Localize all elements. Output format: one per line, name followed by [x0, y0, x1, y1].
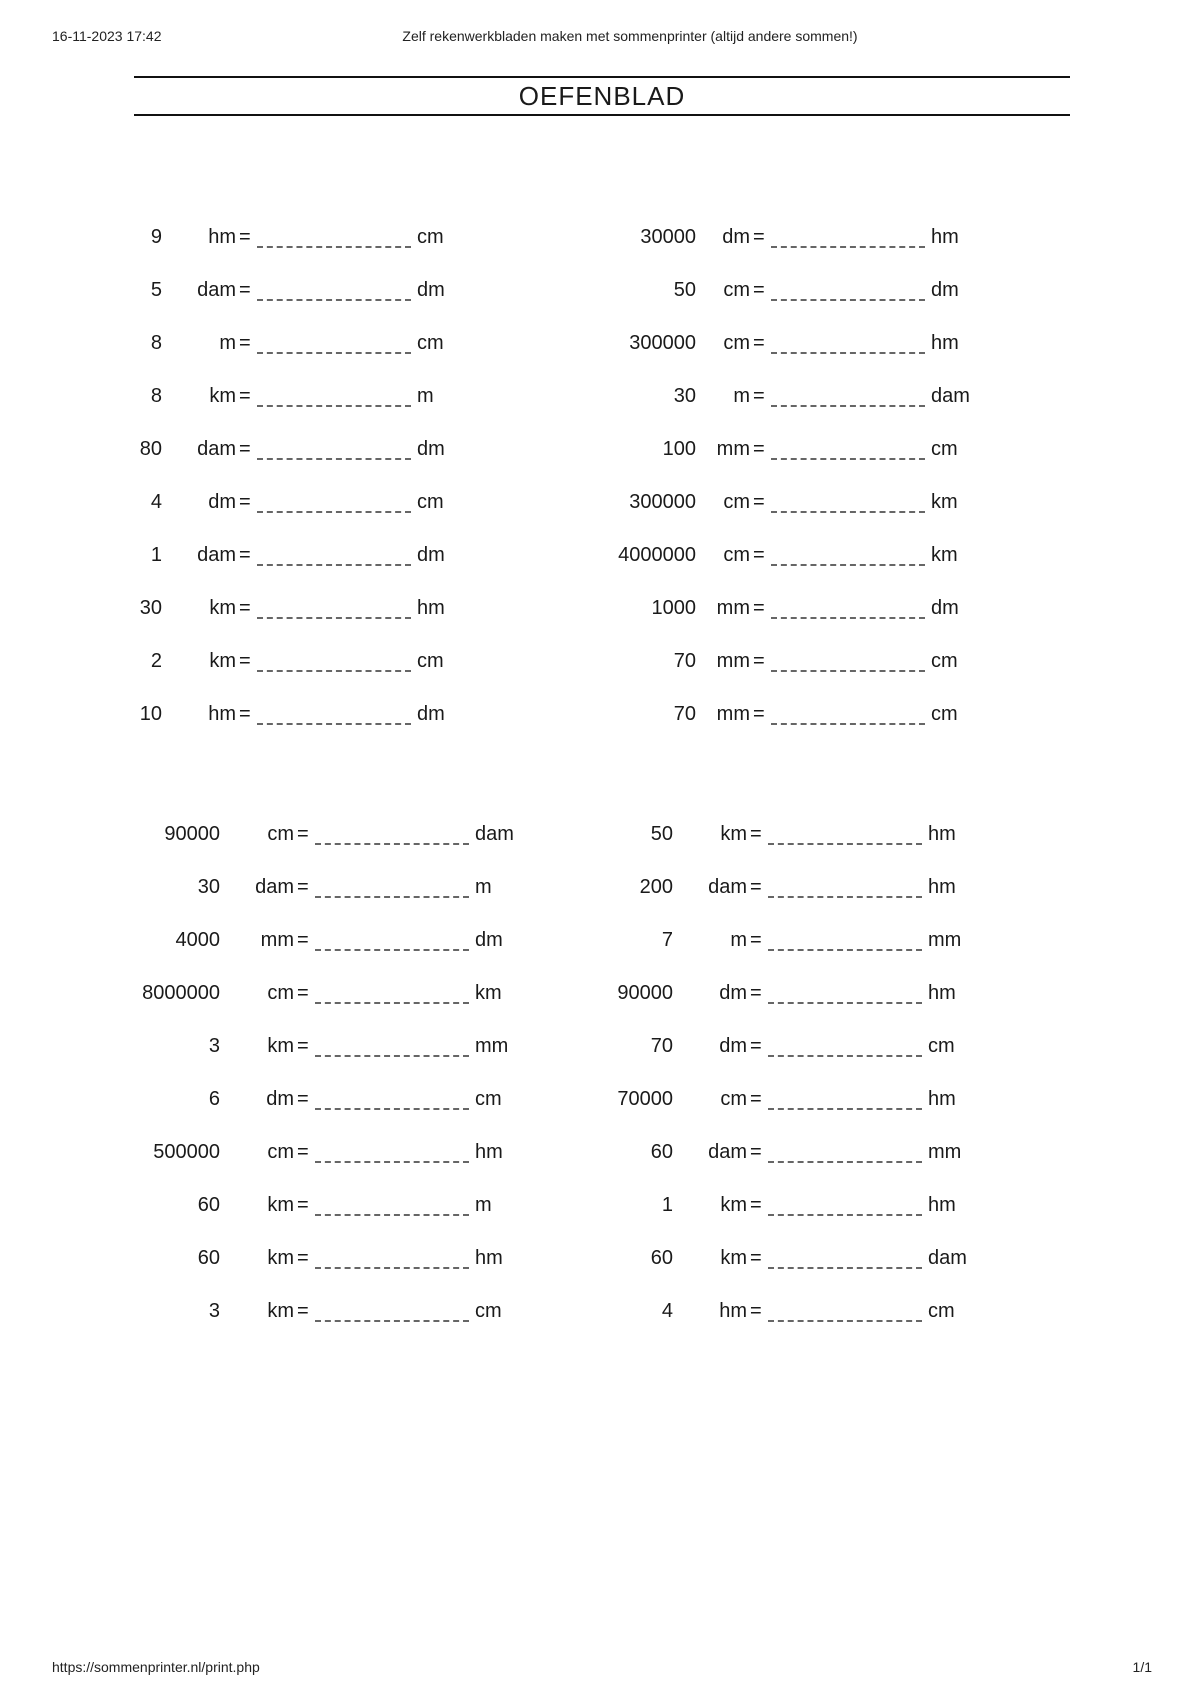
target-unit: dam: [475, 823, 514, 845]
target-unit: mm: [475, 1035, 509, 1057]
source-unit: km: [209, 597, 236, 619]
target-unit: hm: [417, 597, 445, 619]
problem-value: 70: [673, 650, 696, 672]
target-unit: cm: [475, 1300, 502, 1322]
target-unit: cm: [417, 491, 444, 513]
source-unit: cm: [267, 982, 294, 1004]
target-unit: hm: [928, 823, 956, 845]
conversion-problem: [0, 1084, 1200, 1114]
source-unit: dam: [255, 876, 294, 898]
source-unit: cm: [267, 823, 294, 845]
target-unit: dm: [417, 544, 445, 566]
target-unit: hm: [931, 332, 959, 354]
answer-blank[interactable]: [768, 1094, 922, 1110]
equals-sign: =: [753, 438, 765, 460]
footer-url: https://sommenprinter.nl/print.php: [52, 1659, 260, 1675]
source-unit: mm: [260, 929, 294, 951]
equals-sign: =: [297, 1247, 309, 1269]
target-unit: dm: [417, 438, 445, 460]
conversion-problem: [0, 1296, 1200, 1326]
conversion-problem: [0, 1137, 1200, 1167]
conversion-problem: [0, 699, 1200, 729]
conversion-problem: [0, 328, 1200, 358]
problem-value: 30: [139, 597, 162, 619]
problem-value: 50: [650, 823, 673, 845]
conversion-problem: [0, 819, 1200, 849]
target-unit: dm: [931, 597, 959, 619]
source-unit: hm: [719, 1300, 747, 1322]
problem-value: 30: [197, 876, 220, 898]
source-unit: cm: [720, 1088, 747, 1110]
conversion-problem: [0, 978, 1200, 1008]
target-unit: dam: [928, 1247, 967, 1269]
equals-sign: =: [239, 226, 251, 248]
source-unit: hm: [208, 703, 236, 725]
target-unit: cm: [931, 438, 958, 460]
conversion-problem: [0, 1190, 1200, 1220]
footer-page-number: 1/1: [1132, 1659, 1152, 1675]
source-unit: dm: [266, 1088, 294, 1110]
source-unit: km: [267, 1194, 294, 1216]
target-unit: hm: [475, 1141, 503, 1163]
target-unit: hm: [928, 982, 956, 1004]
equals-sign: =: [750, 1194, 762, 1216]
source-unit: dam: [197, 438, 236, 460]
problem-value: 4: [150, 491, 162, 513]
problem-value: 1: [150, 544, 162, 566]
conversion-problem: [0, 222, 1200, 252]
target-unit: hm: [931, 226, 959, 248]
answer-blank[interactable]: [771, 497, 925, 513]
target-unit: km: [475, 982, 502, 1004]
answer-blank[interactable]: [768, 1147, 922, 1163]
problem-value: 4000: [175, 929, 220, 951]
conversion-problem: [0, 540, 1200, 570]
problem-value: 100: [662, 438, 696, 460]
source-unit: km: [720, 823, 747, 845]
problem-value: 30000: [640, 226, 696, 248]
equals-sign: =: [239, 491, 251, 513]
equals-sign: =: [239, 544, 251, 566]
problem-value: 200: [639, 876, 673, 898]
source-unit: dm: [719, 1035, 747, 1057]
equals-sign: =: [750, 876, 762, 898]
source-unit: km: [209, 650, 236, 672]
source-unit: km: [209, 385, 236, 407]
source-unit: dam: [197, 544, 236, 566]
problem-value: 60: [650, 1247, 673, 1269]
problem-value: 6: [208, 1088, 220, 1110]
target-unit: cm: [928, 1300, 955, 1322]
source-unit: dam: [708, 1141, 747, 1163]
answer-blank[interactable]: [768, 829, 922, 845]
source-unit: km: [267, 1247, 294, 1269]
conversion-problem: [0, 381, 1200, 411]
source-unit: km: [720, 1194, 747, 1216]
answer-blank[interactable]: [771, 232, 925, 248]
equals-sign: =: [753, 332, 765, 354]
target-unit: dm: [931, 279, 959, 301]
problem-value: 500000: [153, 1141, 220, 1163]
answer-blank[interactable]: [768, 988, 922, 1004]
equals-sign: =: [239, 597, 251, 619]
target-unit: m: [475, 876, 492, 898]
target-unit: dm: [417, 703, 445, 725]
target-unit: mm: [928, 1141, 962, 1163]
target-unit: mm: [928, 929, 962, 951]
problem-value: 70000: [617, 1088, 673, 1110]
answer-blank[interactable]: [768, 935, 922, 951]
answer-blank[interactable]: [771, 338, 925, 354]
equals-sign: =: [297, 929, 309, 951]
equals-sign: =: [297, 982, 309, 1004]
source-unit: cm: [723, 491, 750, 513]
equals-sign: =: [753, 544, 765, 566]
target-unit: m: [417, 385, 434, 407]
problem-value: 1: [661, 1194, 673, 1216]
answer-blank[interactable]: [768, 1306, 922, 1322]
source-unit: dm: [208, 491, 236, 513]
answer-blank[interactable]: [771, 285, 925, 301]
equals-sign: =: [753, 385, 765, 407]
equals-sign: =: [297, 1088, 309, 1110]
target-unit: cm: [475, 1088, 502, 1110]
equals-sign: =: [297, 876, 309, 898]
problem-value: 90000: [617, 982, 673, 1004]
answer-blank[interactable]: [771, 656, 925, 672]
target-unit: m: [475, 1194, 492, 1216]
conversion-problem: [0, 487, 1200, 517]
problem-value: 8: [150, 385, 162, 407]
target-unit: dm: [417, 279, 445, 301]
problem-value: 3: [208, 1300, 220, 1322]
source-unit: km: [267, 1300, 294, 1322]
source-unit: km: [720, 1247, 747, 1269]
target-unit: cm: [931, 650, 958, 672]
problem-value: 1000: [651, 597, 696, 619]
equals-sign: =: [750, 982, 762, 1004]
conversion-problem: [0, 872, 1200, 902]
target-unit: cm: [417, 332, 444, 354]
source-unit: m: [730, 929, 747, 951]
target-unit: km: [931, 544, 958, 566]
equals-sign: =: [750, 1247, 762, 1269]
answer-blank[interactable]: [768, 882, 922, 898]
conversion-problem: [0, 275, 1200, 305]
source-unit: mm: [716, 597, 750, 619]
equals-sign: =: [753, 279, 765, 301]
source-unit: dm: [719, 982, 747, 1004]
conversion-problem: [0, 1031, 1200, 1061]
equals-sign: =: [297, 823, 309, 845]
problem-value: 8: [150, 332, 162, 354]
target-unit: hm: [928, 876, 956, 898]
conversion-problem: [0, 593, 1200, 623]
source-unit: dam: [197, 279, 236, 301]
problem-value: 3: [208, 1035, 220, 1057]
problem-value: 300000: [629, 491, 696, 513]
problem-value: 80: [139, 438, 162, 460]
target-unit: cm: [417, 650, 444, 672]
target-unit: dam: [931, 385, 970, 407]
answer-blank[interactable]: [771, 391, 925, 407]
source-unit: mm: [716, 703, 750, 725]
source-unit: dam: [708, 876, 747, 898]
problem-value: 9: [150, 226, 162, 248]
equals-sign: =: [297, 1300, 309, 1322]
problem-value: 50: [673, 279, 696, 301]
equals-sign: =: [239, 650, 251, 672]
equals-sign: =: [750, 929, 762, 951]
answer-blank[interactable]: [771, 444, 925, 460]
equals-sign: =: [753, 597, 765, 619]
source-unit: hm: [208, 226, 236, 248]
page-header-title: Zelf rekenwerkbladen maken met sommenprinter (altijd andere sommen!): [402, 28, 858, 44]
answer-blank[interactable]: [768, 1200, 922, 1216]
answer-blank[interactable]: [771, 709, 925, 725]
equals-sign: =: [753, 226, 765, 248]
equals-sign: =: [750, 1300, 762, 1322]
equals-sign: =: [239, 703, 251, 725]
equals-sign: =: [297, 1141, 309, 1163]
equals-sign: =: [750, 1088, 762, 1110]
problem-value: 4: [661, 1300, 673, 1322]
equals-sign: =: [750, 1035, 762, 1057]
source-unit: cm: [267, 1141, 294, 1163]
conversion-problem: [0, 1243, 1200, 1273]
target-unit: cm: [928, 1035, 955, 1057]
problem-value: 10: [139, 703, 162, 725]
problem-value: 7: [661, 929, 673, 951]
equals-sign: =: [239, 385, 251, 407]
source-unit: m: [733, 385, 750, 407]
target-unit: cm: [417, 226, 444, 248]
problem-value: 5: [150, 279, 162, 301]
source-unit: m: [219, 332, 236, 354]
equals-sign: =: [239, 332, 251, 354]
equals-sign: =: [297, 1035, 309, 1057]
answer-blank[interactable]: [771, 550, 925, 566]
equals-sign: =: [753, 650, 765, 672]
problem-value: 60: [197, 1194, 220, 1216]
problem-value: 70: [650, 1035, 673, 1057]
target-unit: km: [931, 491, 958, 513]
source-unit: mm: [716, 650, 750, 672]
target-unit: hm: [928, 1194, 956, 1216]
target-unit: cm: [931, 703, 958, 725]
source-unit: dm: [722, 226, 750, 248]
source-unit: cm: [723, 332, 750, 354]
source-unit: mm: [716, 438, 750, 460]
equals-sign: =: [753, 491, 765, 513]
problem-value: 90000: [164, 823, 220, 845]
problem-value: 30: [673, 385, 696, 407]
target-unit: hm: [475, 1247, 503, 1269]
answer-blank[interactable]: [768, 1041, 922, 1057]
conversion-problem: [0, 925, 1200, 955]
problem-value: 8000000: [142, 982, 220, 1004]
equals-sign: =: [750, 1141, 762, 1163]
problem-value: 2: [150, 650, 162, 672]
problem-value: 4000000: [618, 544, 696, 566]
source-unit: cm: [723, 544, 750, 566]
worksheet-title: OEFENBLAD: [134, 76, 1070, 116]
equals-sign: =: [297, 1194, 309, 1216]
source-unit: cm: [723, 279, 750, 301]
source-unit: km: [267, 1035, 294, 1057]
answer-blank[interactable]: [771, 603, 925, 619]
target-unit: hm: [928, 1088, 956, 1110]
equals-sign: =: [239, 279, 251, 301]
problem-value: 60: [197, 1247, 220, 1269]
equals-sign: =: [239, 438, 251, 460]
conversion-problem: [0, 434, 1200, 464]
problem-value: 60: [650, 1141, 673, 1163]
conversion-problem: [0, 646, 1200, 676]
equals-sign: =: [750, 823, 762, 845]
target-unit: dm: [475, 929, 503, 951]
problem-value: 70: [673, 703, 696, 725]
answer-blank[interactable]: [768, 1253, 922, 1269]
print-timestamp: 16-11-2023 17:42: [52, 28, 162, 44]
equals-sign: =: [753, 703, 765, 725]
problem-value: 300000: [629, 332, 696, 354]
